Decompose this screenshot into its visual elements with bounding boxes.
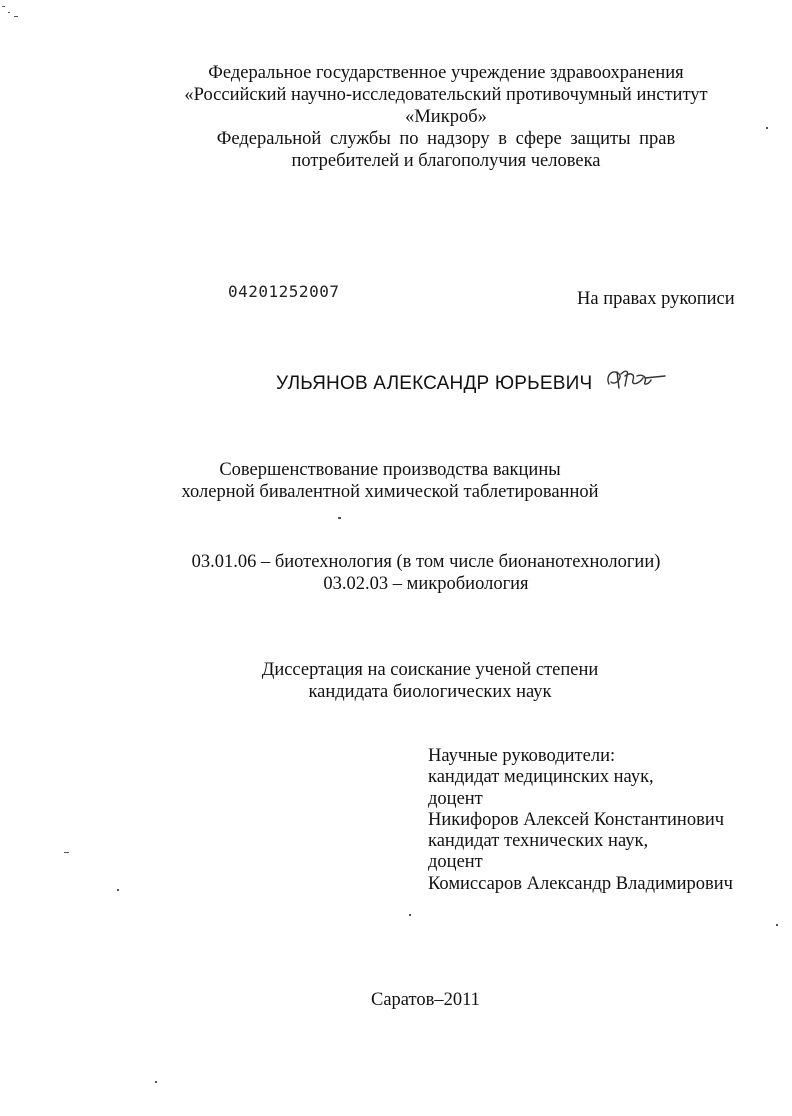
supervisor-title: доцент [428, 852, 483, 873]
supervisor-title: доцент [428, 788, 483, 809]
institution-line: потребителей и благополучия человека [291, 151, 601, 171]
supervisor-name: Комиссаров Александр Владимирович [428, 873, 733, 894]
author-name: УЛЬЯНОВ АЛЕКСАНДР ЮРЬЕВИЧ [276, 373, 593, 394]
institution-header [50, 62, 792, 172]
thesis-title-line: холерной бивалентной химической таблетированной [181, 482, 599, 502]
institution-line: «Российский научно-исследовательский противочумный институт [184, 85, 708, 105]
degree-statement [34, 659, 792, 703]
supervisor-degree: кандидат технических наук, [428, 831, 649, 852]
supervisor-name: Никифоров Алексей Константинович [428, 809, 725, 830]
scan-speck [2, 6, 5, 7]
specialty-line: 03.01.06 – биотехнология (в том числе бионанотехнологии) [191, 552, 661, 572]
city-year: Саратов–2011 [371, 990, 480, 1010]
scan-speck [409, 914, 411, 916]
specialty-line: 03.02.03 – микробиология [323, 574, 529, 594]
scan-speck [338, 517, 341, 519]
scan-speck [776, 924, 778, 926]
degree-line: кандидата биологических наук [308, 682, 552, 702]
scan-speck [155, 1081, 157, 1083]
catalog-number: 04201252007 [228, 282, 340, 301]
rights-note: На правах рукописи [577, 289, 735, 309]
institution-line: Федеральное государственное учреждение здравоохранения [208, 63, 684, 83]
scan-speck [14, 16, 18, 17]
degree-line: Диссертация на соискание ученой степени [261, 660, 599, 680]
scan-speck [117, 889, 119, 891]
scan-speck [64, 852, 69, 853]
scan-speck [8, 12, 10, 13]
institution-line: «Микроб» [405, 107, 487, 127]
scan-speck [766, 127, 768, 129]
author-signature [603, 362, 667, 398]
specialty-codes [30, 551, 792, 595]
supervisors-heading: Научные руководители: [428, 746, 616, 766]
supervisor-degree: кандидат медицинских наук, [428, 767, 654, 788]
thesis-title [0, 459, 786, 503]
institution-line: Федеральной службы по надзору в сфере защиты прав [216, 129, 676, 149]
thesis-title-line: Совершенствование производства вакцины [219, 460, 561, 480]
supervisors-block [428, 746, 733, 895]
